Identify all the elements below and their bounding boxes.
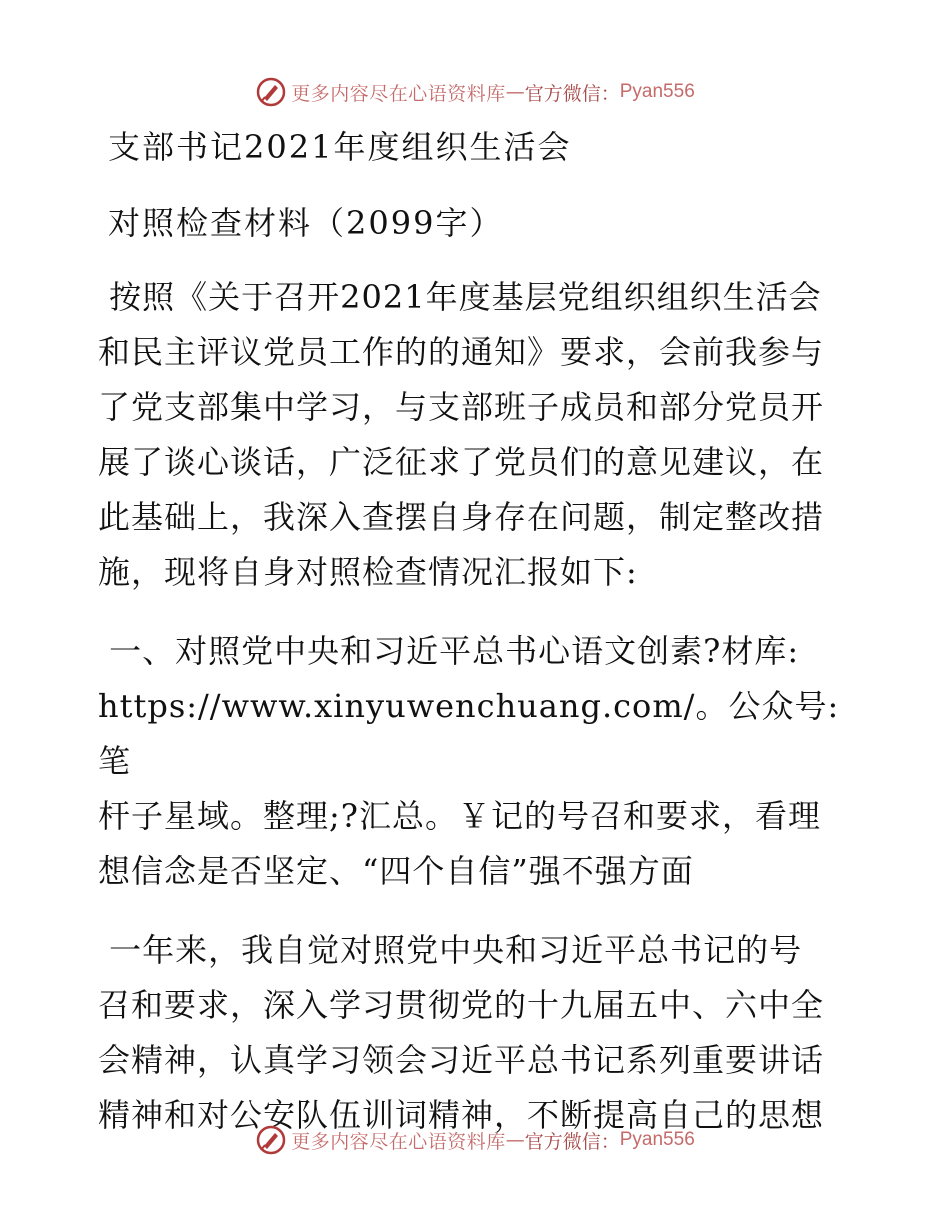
banner-account-id: Pyan556 [619,1129,695,1150]
document-title: 支部书记2021年度组织生活会 [108,128,572,166]
banner-account-id: Pyan556 [619,81,695,102]
banner-text: 更多内容尽在心语资料库 [291,1130,506,1153]
paragraph-section-one-heading: 一、对照党中央和习近平总书心语文创素?材库: https://www.xinyuwenchuang.com/。公众号: 笔 杆子星域。整理;?汇总。￥记的号召和要求，看理 想信念是否坚定、“四个自信”强不强方面 [98,632,840,890]
banner-separator: — [505,1129,525,1151]
banner-text: 更多内容尽在心语资料库 [291,82,506,105]
logo-icon [255,76,287,108]
paragraph-intro: 按照《关于召开2021年度基层党组织组织生活会 和民主评议党员工作的的通知》要求，会前我参与 了党支部集中学习，与支部班子成员和部分党员开 展了谈心谈话，广泛征求了党员们的意见建议，在 此基础上，我深入查摆自身存在问题，制定整改措 施，现将自身对照检查情况汇报如下: [98,278,825,591]
footer-banner [0,1120,950,1160]
paragraph-section-one-body: 一年来，我自觉对照党中央和习近平总书记的号 召和要求，深入学习贯彻党的十九届五中、六中全 会精神，认真学习领会习近平总书记系列重要讲话 精神和对公安队伍训词精神，不断提高自己的思想 [98,931,825,1134]
banner-account-label: 官方微信： [524,82,620,105]
logo-icon [255,1124,287,1156]
header-banner [0,72,950,112]
banner-account-label: 官方微信： [524,1130,620,1153]
document-body [98,122,854,1167]
document-subtitle: 对照检查材料（2099字） [108,204,504,242]
banner-separator: — [505,81,525,103]
